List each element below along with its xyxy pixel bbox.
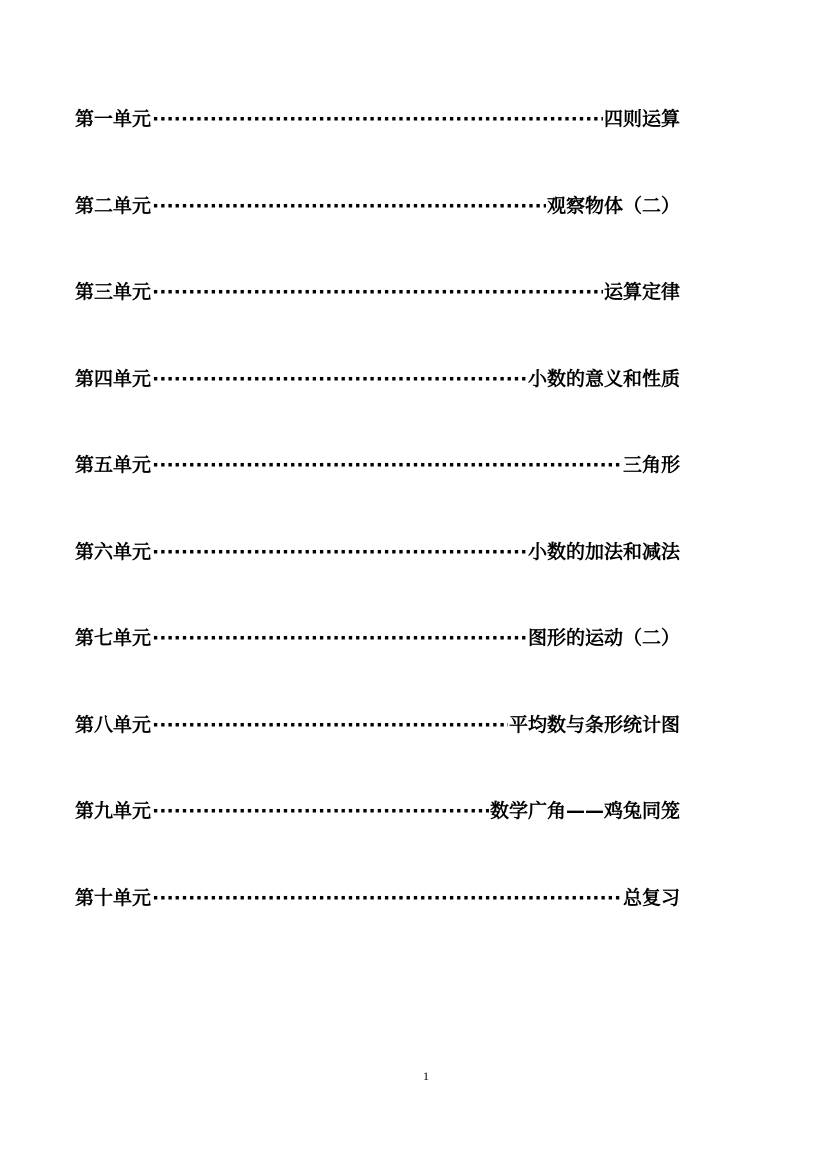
toc-unit-title: 小数的意义和性质 bbox=[527, 367, 680, 390]
toc-entry-3 bbox=[75, 277, 680, 314]
toc-unit-label: 第七单元 bbox=[75, 627, 152, 649]
toc-entry-7 bbox=[75, 623, 680, 660]
page-number: 1 bbox=[423, 1069, 429, 1083]
toc-entry-8 bbox=[75, 710, 680, 747]
toc-unit-title: 总复习 bbox=[622, 886, 680, 909]
toc-entry-2 bbox=[75, 191, 680, 228]
toc-leader-dots bbox=[152, 368, 527, 390]
toc-entry-4 bbox=[75, 364, 680, 401]
toc-entry-5 bbox=[75, 450, 680, 487]
toc-unit-title: 图形的运动（二） bbox=[527, 627, 680, 649]
toc-unit-label: 第九单元 bbox=[75, 800, 152, 822]
toc-unit-label: 第二单元 bbox=[75, 194, 152, 217]
toc-entry-6 bbox=[75, 537, 680, 574]
toc-unit-label: 第八单元 bbox=[75, 713, 152, 736]
toc-unit-label: 第六单元 bbox=[75, 540, 152, 563]
toc-entry-1 bbox=[75, 104, 680, 141]
toc-unit-title: 平均数与条形统计图 bbox=[508, 713, 680, 736]
toc-unit-title: 数学广角——鸡兔同笼 bbox=[489, 800, 680, 822]
toc-leader-dots bbox=[152, 887, 622, 909]
toc-unit-label: 第五单元 bbox=[75, 454, 152, 476]
table-of-contents bbox=[75, 104, 680, 969]
toc-entry-10 bbox=[75, 883, 680, 920]
toc-leader-dots bbox=[152, 454, 622, 476]
toc-unit-label: 第三单元 bbox=[75, 281, 152, 303]
toc-unit-title: 三角形 bbox=[622, 454, 680, 476]
toc-unit-label: 第十单元 bbox=[75, 886, 152, 909]
toc-leader-dots bbox=[152, 541, 527, 563]
toc-leader-dots bbox=[152, 281, 603, 303]
toc-unit-title: 小数的加法和减法 bbox=[527, 540, 680, 563]
toc-leader-dots bbox=[152, 108, 603, 130]
toc-leader-dots bbox=[152, 195, 546, 217]
toc-leader-dots bbox=[152, 800, 489, 822]
toc-unit-title: 观察物体（二） bbox=[546, 194, 680, 217]
toc-unit-title: 四则运算 bbox=[603, 108, 680, 130]
toc-unit-label: 第四单元 bbox=[75, 367, 152, 390]
toc-leader-dots bbox=[152, 714, 508, 736]
toc-leader-dots bbox=[152, 627, 527, 649]
toc-unit-title: 运算定律 bbox=[603, 281, 680, 303]
toc-unit-label: 第一单元 bbox=[75, 108, 152, 130]
toc-entry-9 bbox=[75, 796, 680, 833]
